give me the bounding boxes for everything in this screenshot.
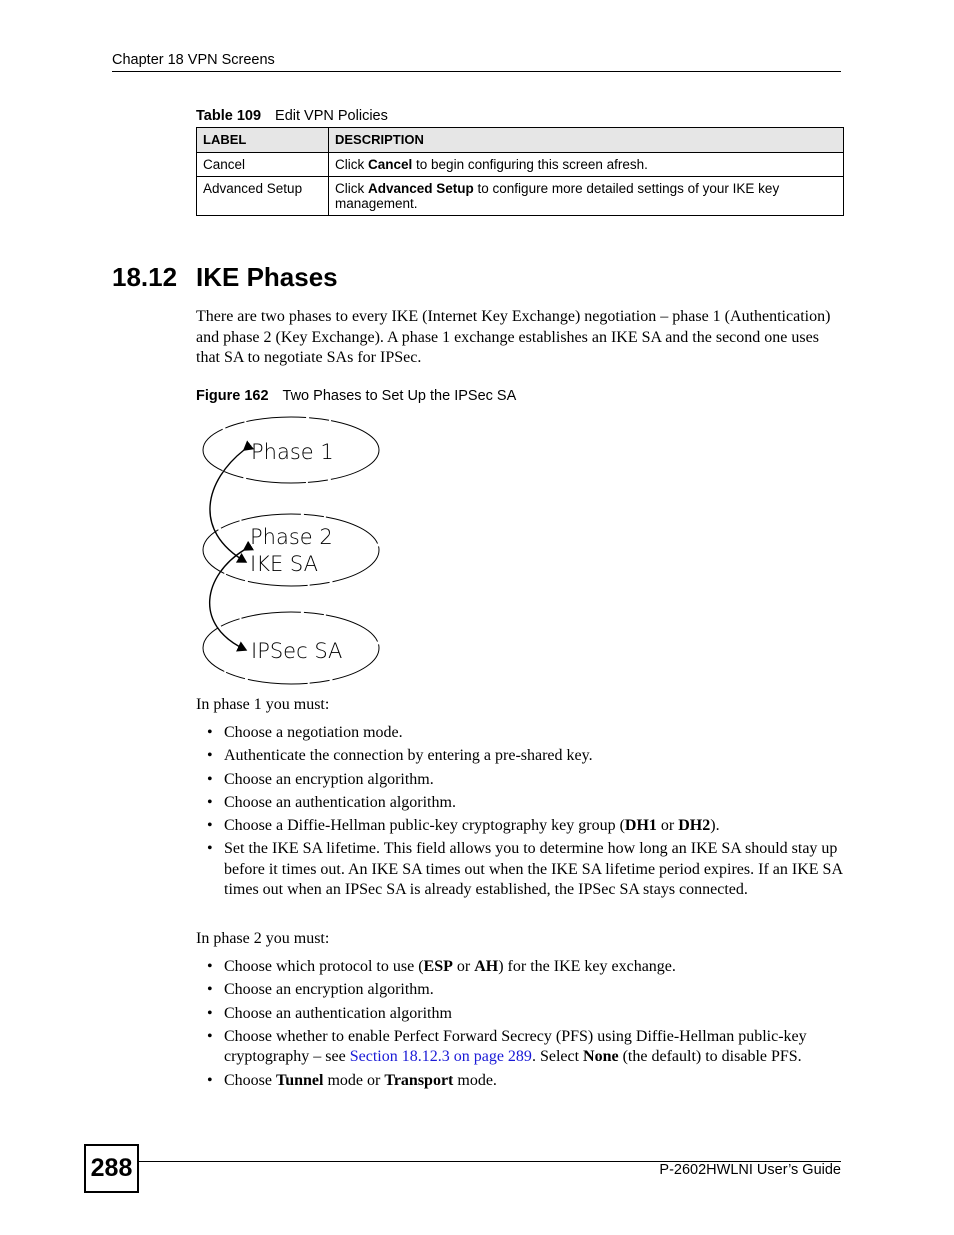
table-caption-label: Table 109 [196,108,262,124]
phase2-intro: In phase 2 you must: [196,930,330,947]
figure-caption-title: Two Phases to Set Up the IPSec SA [282,388,517,404]
list-item-text: mode. [453,1071,497,1089]
guide-title: P-2602HWLNI User’s Guide [659,1162,841,1178]
bullet-icon: • [207,981,213,999]
description-text: Click [335,157,368,172]
list-item-text: Choose whether to enable Perfect Forward Secrecy (PFS) using Diffie-Hellman public-key cryptography – see [224,1027,807,1066]
list-item [196,1004,844,1025]
bullet-icon: • [207,1004,213,1022]
transport-term: Transport [384,1071,454,1089]
list-item-text: or [656,817,679,835]
list-item-text: Choose which protocol to use ( [224,958,424,975]
section-title: IKE Phases [196,262,338,292]
table-caption-title: Edit VPN Policies [275,108,388,124]
list-item-text: Choose a negotiation mode. [224,724,403,741]
list-item-text: Authenticate the connection by entering a pre-shared key. [224,747,593,765]
chapter-header: Chapter 18 VPN Screens [112,52,275,68]
bullet-icon: • [207,958,213,975]
row-description [329,177,844,216]
bullet-icon: • [207,1071,213,1089]
description-bold: Cancel [368,157,413,172]
ike-sa-label: IKE SA [250,552,318,576]
phase2-list [196,957,844,1094]
table-row [197,153,844,177]
list-item-text: Choose an authentication algorithm. [224,793,456,811]
tunnel-term: Tunnel [276,1071,324,1089]
list-item-text: or [452,958,475,975]
intro-paragraph: There are two phases to every IKE (Internet Key Exchange) negotiation – phase 1 (Authentication) and phase 2 (Key Exchange). A phase 1 exchange establishes an IKE SA and the second one uses that SA to negotiate SAs for IPSec. [196,308,831,366]
column-header-label: LABEL [197,128,329,153]
figure-caption-label: Figure 162 [196,388,269,404]
description-text: Click [335,181,368,196]
list-item-text: mode or [323,1071,385,1089]
phase1-intro: In phase 1 you must: [196,696,330,713]
dh1-term: DH1 [624,817,657,835]
ipsec-sa-label: IPSec SA [251,639,343,663]
table-header-row [197,128,844,153]
list-item-text: ) for the IKE key exchange. [498,958,676,975]
phase1-label: Phase 1 [251,440,334,464]
bullet-icon: • [207,793,213,811]
edit-vpn-policies-table [196,127,844,216]
header-divider [112,71,841,72]
list-item [196,1027,844,1068]
list-item-text: . Select [531,1048,584,1066]
none-term: None [583,1048,619,1066]
dh2-term: DH2 [678,817,711,835]
section-number: 18.12 [112,262,178,292]
list-item-text: (the default) to disable PFS. [618,1048,802,1066]
bullet-icon: • [207,770,213,788]
list-item [196,723,844,744]
ah-term: AH [474,958,499,975]
page-number: 288 [84,1144,139,1193]
table-caption [196,108,388,124]
phase1-list [196,723,844,904]
description-text: to begin configuring this screen afresh. [412,157,648,172]
row-description [329,153,844,177]
table-row [197,177,844,216]
phase2-label: Phase 2 [250,525,333,549]
bullet-icon: • [207,840,213,858]
bullet-icon: • [207,817,213,835]
phase2-to-ipsec-arrow [210,550,246,650]
list-item-text: Choose an encryption algorithm. [224,770,434,788]
list-item [196,793,844,814]
list-item [196,980,844,1001]
list-item-text: Set the IKE SA lifetime. This field allows you to determine how long an IKE SA should stay up before it times out. An IKE SA times out when the IKE SA lifetime period expires. If an IKE SA times out when an IPSec SA is already established, the IPSec SA stays connected. [224,840,843,899]
list-item [196,1071,844,1092]
figure-caption [196,388,516,404]
list-item [196,770,844,791]
ike-phases-diagram [196,410,386,690]
list-item-text: Choose an authentication algorithm [224,1004,452,1022]
list-item [196,746,844,767]
column-header-description: DESCRIPTION [329,128,844,153]
row-label: Advanced Setup [197,177,329,216]
bullet-icon: • [207,747,213,765]
description-text: to configure more detailed settings of your IKE key management. [335,181,780,211]
row-label: Cancel [197,153,329,177]
list-item-text: Choose a Diffie-Hellman public-key cryptography key group ( [224,817,625,835]
description-bold: Advanced Setup [368,181,474,196]
list-item-text: Choose [224,1071,276,1089]
section-heading [112,262,338,293]
bullet-icon: • [207,724,213,741]
bullet-icon: • [207,1027,213,1045]
section-reference-link[interactable]: Section 18.12.3 on page 289 [349,1048,532,1066]
list-item [196,957,844,978]
list-item [196,816,844,837]
esp-term: ESP [423,958,453,975]
list-item-text: ). [710,817,720,835]
list-item [196,839,844,901]
list-item-text: Choose an encryption algorithm. [224,981,434,999]
